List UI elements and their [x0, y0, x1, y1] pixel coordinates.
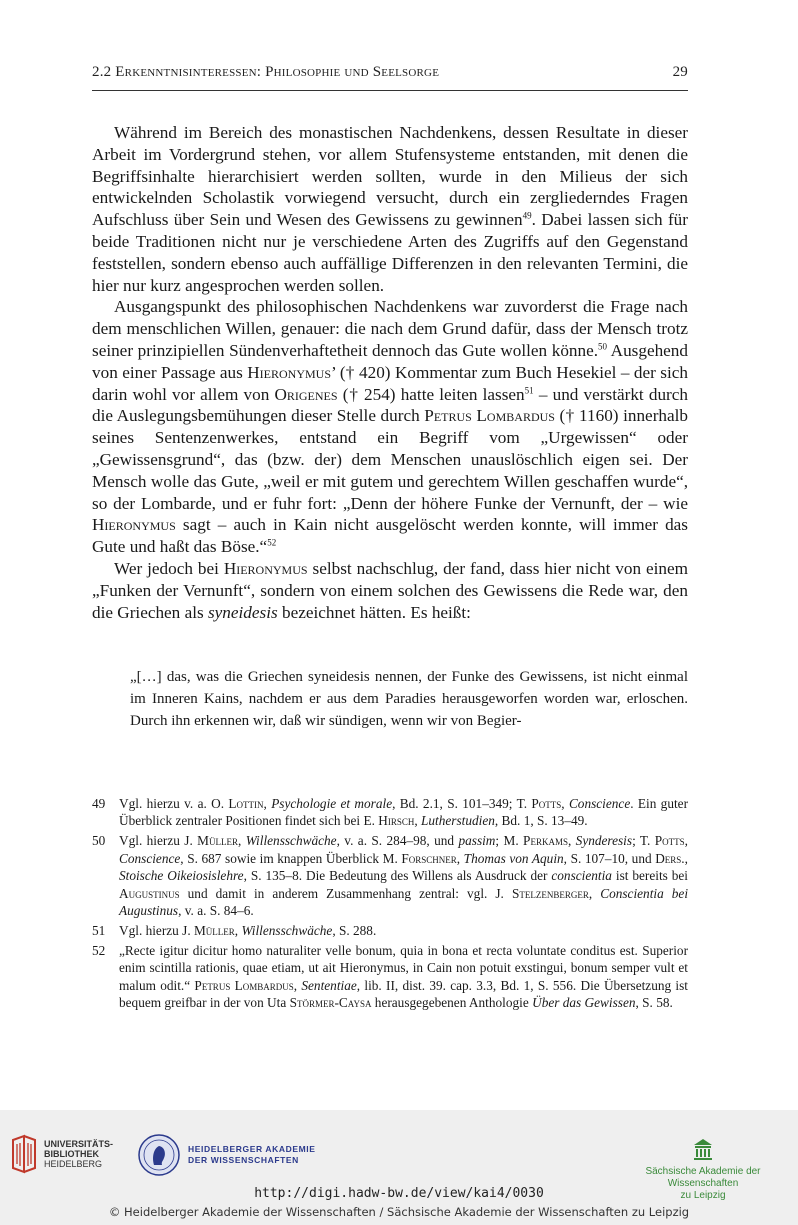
footnote-52 [92, 942, 688, 1012]
permalink-url[interactable]: http://digi.hadw-bw.de/view/kai4/0030 [254, 1186, 544, 1201]
copyright-notice: © Heidelberger Akademie der Wissenschaften / Sächsische Akademie der Wissenschaften zu Leipzig [108, 1205, 690, 1219]
paragraph-3: Wer jedoch bei Hieronymus selbst nachschlug, der fand, dass hier nicht von einem „Funken der Vernunft“, sondern von einem solchen des Gewissens die Rede war, den die Griechen als syneidesis bezeichnet hätten. Es heißt: [92, 558, 688, 622]
footnote-ref-51[interactable]: 51 [524, 384, 534, 395]
footnote-51 [92, 922, 688, 939]
footnote-text: „Recte igitur dicitur homo naturaliter velle bonum, quia in bona et recta voluntate conditus est. Superior enim scintilla rationis, quae etiam, ut ait Hieronymus, in Cain non potuit exstingui, bonum semper vult et malum odit.“ Petrus Lombardus, Sententiae, lib. II, dist. 39. cap. 3.3, Bd. 1, S. 556. Die Übersetzung ist bequem greifbar in der von Uta Störmer-Caysa herausgegebenen Anthologie Über das Gewissen, S. 58. [119, 942, 688, 1010]
page-number: 29 [672, 64, 688, 80]
building-icon [693, 1138, 713, 1160]
footnote-49 [92, 795, 688, 830]
footnote-text: Vgl. hierzu v. a. O. Lottin, Psychologie et morale, Bd. 2.1, S. 101–349; T. Potts, Conscience. Ein guter Überblick zentraler Positionen findet sich bei E. Hirsch, Lutherstudien, Bd. 1, S. 13–49. [119, 796, 689, 829]
author-name: Origenes [274, 384, 338, 404]
section-title: 2.2 Erkenntnisinteressen: Philosophie und Seelsorge [92, 64, 440, 80]
footnote-number: 52 [92, 942, 106, 958]
block-quote: „[…] das, was die Griechen syneidesis nennen, der Funke des Gewissens, ist nicht einmal im Inneren Kains, nachdem er aus dem Paradies herausgeworfen worden war, erloschen. Durch ihn erkennen wir, daß wir sündigen, wenn wir von Begier- [130, 669, 688, 729]
footnote-text: Vgl. hierzu J. Müller, Willensschwäche, S. 288. [119, 922, 377, 938]
footnotes [92, 795, 688, 1014]
footnote-number: 49 [92, 796, 106, 811]
hadw-name-line2: DER WISSENSCHAFTEN [188, 1155, 299, 1165]
footnote-text: Vgl. hierzu J. Müller, Willensschwäche, v. a. S. 284–98, und passim; M. Perkams, Synderesis; T. Potts, Conscience, S. 687 sowie im knappen Überblick M. Forschner, Thomas von Aquin, S. 107–10, und Ders., Stoische Oikeiosislehre, S. 135–8. Die Bedeutung des Willens als Ausdruck der conscientia ist bereits bei Augustinus und damit in anderem Zusammenhang zentral: vgl. J. Stelzenberger, Conscientia bei Augustinus, v. a. S. 84–6. [119, 833, 689, 918]
author-name: Hieronymus [247, 362, 332, 382]
paragraph-2: Ausgangspunkt des philosophischen Nachdenkens war zuvorderst die Frage nach dem menschlichen Willen, genauer: die nach dem Grund dafür, dass der Mensch trotz seiner prinzipiellen Sündenverhaftetheit dennoch das Gute wollen könne.$^{50}$ Ausgehend von einer Passage aus Hieronymus’ († 420) Kommentar zum Buch Hesekiel – der sich darin wohl vor allem von Origenes († 254) hatte leiten lassen$^{51}$ – und verstärkt durch die Auslegungsbemühungen dieser Stelle durch Petrus Lombardus († 1160) innerhalb seines Sentenzenwerkes, entstand ein Begriff vom „Urgewissen“ oder „Gewissensgrund“, das (bzw. der) dem Menschen unauslöschlich eigen sei. Der Mensch wolle das Gute, „weil er mit gutem und gerechtem Willen geschaffen wurde“, so der Lombarde, und er fuhr fort: „Denn der höhere Funke der Vernunft, der – wie Hieronymus sagt – auch in Kain nicht ausgelöscht werden konnte, will immer das Gute und haßt das Böse.“$^{52}$ [92, 297, 689, 557]
author-name: Hieronymus [92, 515, 176, 535]
term: syneidesis [207, 602, 278, 622]
main-text [92, 122, 688, 623]
ub-name-line3: HEIDELBERG [44, 1159, 103, 1169]
running-head [92, 64, 688, 81]
academy-seal-icon [138, 1134, 180, 1176]
header-rule [92, 90, 688, 91]
saw-name-line1: Sächsische Akademie der Wissenschaften [645, 1166, 761, 1189]
paragraph-1: Während im Bereich des monastischen Nachdenkens, dessen Resultate in dieser Arbeit im Vordergrund stehen, vor allem Stufensysteme entstanden, mit denen die Begriffsinhalte hierarchisiert werden sollten, wurde in den Milieus der sich entwickelnden Scholastik vorwiegend versucht, durch ein zergliederndes Fragen Aufschluss über Sein und Wesen des Gewissens zu gewinnen$^{49}$. Dabei lassen sich für beide Traditionen nicht nur je verschiedene Arten des Zugriffs auf den Gegenstand feststellen, sondern ebenso auch auffällige Differenzen in den relevanten Termini, die hier nur kurz angesprochen werden sollen. [92, 123, 688, 295]
hadw-logo[interactable] [138, 1134, 316, 1176]
hadw-name-line1: HEIDELBERGER AKADEMIE [188, 1144, 316, 1154]
footnote-number: 50 [92, 833, 106, 849]
author-name: Hieronymus [223, 558, 308, 578]
ub-library-icon [10, 1134, 38, 1174]
footnote-ref-50[interactable]: 50 [598, 341, 608, 352]
ub-name-line2: BIBLIOTHEK [44, 1149, 99, 1159]
author-name: Petrus Lombardus [424, 406, 555, 426]
footnote-ref-49[interactable]: 49 [522, 210, 532, 221]
footnote-50 [92, 832, 688, 919]
footnote-ref-52[interactable]: 52 [267, 537, 277, 548]
ub-name-line1: UNIVERSITÄTS- [44, 1139, 114, 1149]
footnote-number: 51 [92, 922, 106, 938]
ub-heidelberg-logo[interactable] [10, 1134, 113, 1174]
saw-name-line2: zu Leipzig [680, 1190, 726, 1201]
